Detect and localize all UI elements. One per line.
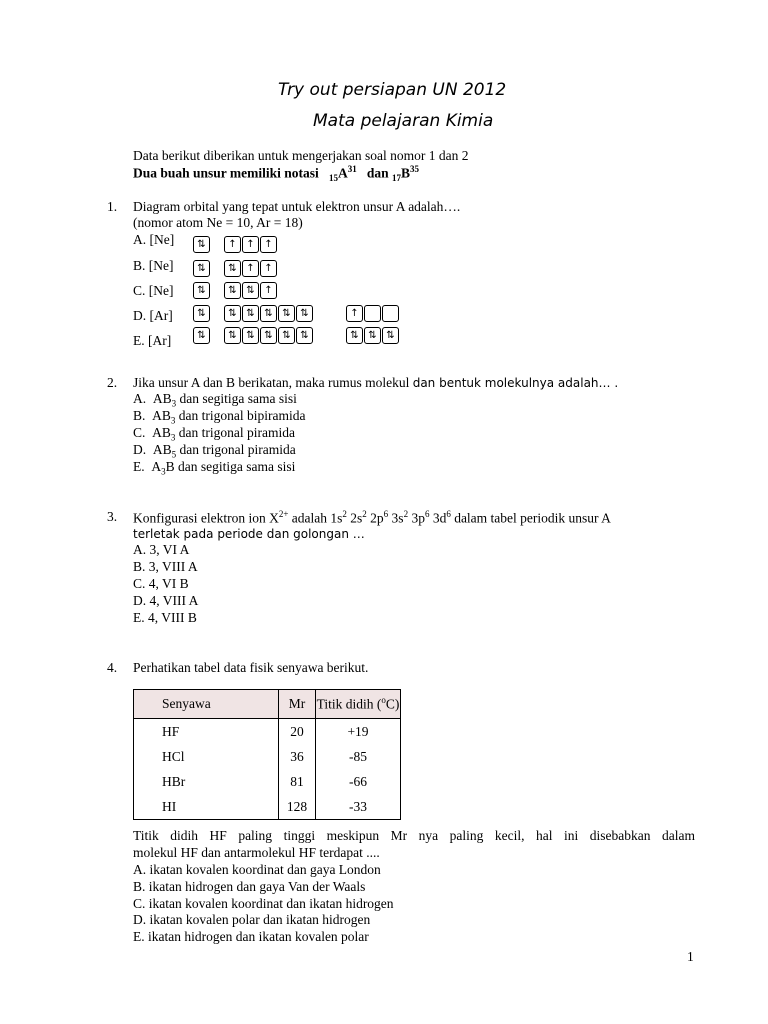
q2-text-a: Jika unsur A dan B berikatan, maka rumus molekul: [133, 375, 410, 390]
elem-a-atomic-number: 15: [328, 173, 338, 184]
q3-text: [133, 509, 611, 527]
cell-bp: +19: [316, 719, 401, 745]
cell-mr: 128: [279, 794, 316, 820]
q1d-orbital-p: [346, 305, 400, 322]
q2-option-subscript: 3: [170, 415, 176, 426]
q1e-orbital-d: [224, 327, 314, 344]
q2-option-rest: dan trigonal bipiramida: [175, 408, 306, 423]
orbital-cell: ↑: [242, 260, 259, 277]
orbital-cell: ↑: [260, 282, 277, 299]
orbital-cell: ⇅: [224, 305, 241, 322]
q3-text-post: dalam tabel periodik unsur A: [450, 510, 611, 526]
header-boiling-point: [316, 690, 401, 719]
q1a-orbital-s: [193, 236, 211, 253]
q2-option-formula: AB: [152, 442, 172, 457]
cell-compound: HCl: [134, 744, 279, 769]
q2-option-subscript: 3: [170, 432, 176, 443]
q2-option-a: [133, 391, 297, 409]
q3-ion-charge: 2+: [278, 509, 289, 519]
orbital-cell: ⇅: [242, 282, 259, 299]
cell-mr: 20: [279, 719, 316, 745]
header-compound: Senyawa: [134, 690, 279, 719]
q4-option-d: D. ikatan kovalen polar dan ikatan hidrogen: [133, 912, 371, 927]
elem-a-mass: 31: [347, 164, 357, 174]
config-superscript: 6: [383, 509, 389, 519]
orbital-cell: ⇅: [193, 236, 210, 253]
table-row: [134, 719, 401, 745]
orbital-cell: ↑: [260, 236, 277, 253]
intro-and: dan: [366, 165, 389, 181]
config-superscript: 6: [424, 509, 430, 519]
cell-bp: -33: [316, 794, 401, 820]
header-bp-post: C): [385, 696, 400, 712]
orbital-cell: ⇅: [260, 327, 277, 344]
q1-option-a-label: A. [Ne]: [133, 232, 175, 247]
intro-line1: Data berikut diberikan untuk mengerjakan soal nomor 1 dan 2: [133, 148, 469, 163]
q1-option-d-label: D. [Ar]: [133, 308, 173, 323]
q2-option-formula: A: [151, 459, 162, 474]
q2-option-letter: E.: [133, 459, 145, 474]
table-header-row: [134, 690, 401, 719]
cell-mr: 36: [279, 744, 316, 769]
orbital-cell: ↑: [346, 305, 363, 322]
q2-option-b: [133, 408, 306, 426]
orbital-cell: ⇅: [296, 305, 313, 322]
cell-bp: -66: [316, 769, 401, 794]
orbital-cell: ⇅: [193, 327, 210, 344]
table-row: [134, 794, 401, 820]
q1e-orbital-p: [346, 327, 400, 344]
table-row: [134, 769, 401, 794]
q1-text: Diagram orbital yang tepat untuk elektron unsur A adalah….: [133, 199, 461, 214]
q2-option-rest: dan segitiga sama sisi: [176, 391, 297, 406]
header-bp-pre: Titik didih (: [316, 696, 382, 712]
q1b-orbital-p: [224, 260, 278, 277]
orbital-cell: ⇅: [242, 305, 259, 322]
q2-option-d: [133, 442, 296, 460]
orbital-cell: ⇅: [224, 282, 241, 299]
q4-number: 4.: [107, 660, 118, 675]
orbital-cell: ⇅: [193, 305, 210, 322]
orbital-cell: ↑: [224, 236, 241, 253]
q1-note: (nomor atom Ne = 10, Ar = 18): [133, 215, 303, 230]
intro-line2: [133, 164, 419, 183]
q2-option-rest: B dan segitiga sama sisi: [165, 459, 296, 474]
q4-para1: Titik didih HF paling tinggi meskipun Mr nya paling kecil, hal ini disebabkan dalam: [133, 828, 695, 843]
orbital-cell: ⇅: [278, 305, 295, 322]
orbital-cell: ⇅: [193, 282, 210, 299]
q1-option-c-label: C. [Ne]: [133, 283, 174, 298]
orbital-cell: ⇅: [193, 260, 210, 277]
header-bp-degree: o: [381, 695, 386, 706]
q4-option-c: C. ikatan kovalen koordinat dan ikatan hidrogen: [133, 896, 394, 911]
q2-option-c: [133, 425, 295, 443]
orbital-cell: ⇅: [224, 260, 241, 277]
elem-b-atomic-number: 17: [391, 173, 401, 184]
orbital-cell: ⇅: [364, 327, 381, 344]
cell-compound: HF: [134, 719, 279, 745]
q1d-orbital-d: [224, 305, 314, 322]
q3-text-pre: Konfigurasi elektron ion X: [133, 510, 279, 526]
cell-mr: 81: [279, 769, 316, 794]
q2-option-formula: AB: [152, 391, 172, 406]
q3-line2: terletak pada periode dan golongan …: [133, 527, 365, 541]
elem-a-symbol: A: [337, 165, 348, 181]
q2-option-e: [133, 459, 295, 477]
orbital-cell: ⇅: [296, 327, 313, 344]
orbital-cell: [382, 305, 399, 322]
elem-b-mass: 35: [409, 164, 419, 174]
q1a-orbital-p: [224, 236, 278, 253]
table-row: [134, 744, 401, 769]
config-orbital: 2s: [346, 510, 363, 526]
elem-b-symbol: B: [400, 165, 410, 181]
q1c-orbital-s: [193, 282, 211, 299]
cell-bp: -85: [316, 744, 401, 769]
config-orbital: 2p: [366, 510, 384, 526]
q4-option-b: B. ikatan hidrogen dan gaya Van der Waals: [133, 879, 366, 894]
q1e-orbital-s: [193, 327, 211, 344]
config-orbital: 3d: [429, 510, 447, 526]
orbital-cell: ↑: [260, 260, 277, 277]
q3-option-e: E. 4, VIII B: [133, 610, 197, 625]
q1-option-b-label: B. [Ne]: [133, 258, 174, 273]
q2-option-rest: dan trigonal piramida: [176, 442, 296, 457]
q2-text-b: dan bentuk molekulnya adalah… .: [412, 376, 619, 390]
orbital-cell: ⇅: [242, 327, 259, 344]
orbital-cell: ⇅: [382, 327, 399, 344]
q4-text: Perhatikan tabel data fisik senyawa berikut.: [133, 660, 369, 675]
q2-option-rest: dan trigonal piramida: [175, 425, 295, 440]
q2-option-subscript: 3: [171, 398, 177, 409]
intro-prefix: Dua buah unsur memiliki notasi: [133, 165, 319, 181]
q3-option-b: B. 3, VIII A: [133, 559, 198, 574]
q3-option-a: A. 3, VI A: [133, 542, 190, 557]
cell-compound: HI: [134, 794, 279, 820]
q3-text-mid: adalah 1s: [288, 510, 343, 526]
q4-option-e: E. ikatan hidrogen dan ikatan kovalen polar: [133, 929, 369, 944]
doc-title-line2: Mata pelajaran Kimia: [313, 111, 494, 131]
q2-option-subscript: 3: [161, 466, 166, 477]
physical-data-table: [133, 689, 401, 820]
page-number: 1: [687, 949, 694, 964]
orbital-cell: ⇅: [260, 305, 277, 322]
q2-text: [133, 375, 618, 391]
q4-para2: molekul HF dan antarmolekul HF terdapat ....: [133, 845, 380, 860]
q3-number: 3.: [107, 509, 118, 524]
q2-option-letter: A.: [133, 391, 147, 406]
config-superscript: 2: [403, 509, 409, 519]
q2-option-subscript: 5: [171, 449, 177, 460]
config-superscript: 6: [446, 509, 451, 519]
q1c-orbital-p: [224, 282, 278, 299]
q3-option-d: D. 4, VIII A: [133, 593, 199, 608]
q1d-orbital-s: [193, 305, 211, 322]
cell-compound: HBr: [134, 769, 279, 794]
q1-number: 1.: [107, 199, 118, 214]
doc-title-line1: Try out persiapan UN 2012: [278, 80, 507, 100]
q4-option-a: A. ikatan kovalen koordinat dan gaya London: [133, 862, 381, 877]
orbital-cell: ↑: [242, 236, 259, 253]
config-orbital: 3s: [388, 510, 404, 526]
q2-option-letter: D.: [133, 442, 147, 457]
config-superscript: 2: [342, 509, 347, 519]
header-mr: Mr: [279, 690, 316, 719]
q2-option-letter: B.: [133, 408, 146, 423]
orbital-cell: [364, 305, 381, 322]
q1b-orbital-s: [193, 260, 211, 277]
q3-option-c: C. 4, VI B: [133, 576, 189, 591]
config-orbital: 3p: [408, 510, 425, 526]
q1-option-e-label: E. [Ar]: [133, 333, 172, 348]
q2-option-formula: AB: [152, 408, 171, 423]
q2-option-formula: AB: [152, 425, 171, 440]
orbital-cell: ⇅: [346, 327, 363, 344]
config-superscript: 2: [362, 509, 367, 519]
orbital-cell: ⇅: [278, 327, 295, 344]
orbital-cell: ⇅: [224, 327, 241, 344]
q2-option-letter: C.: [133, 425, 146, 440]
q2-number: 2.: [107, 375, 118, 390]
